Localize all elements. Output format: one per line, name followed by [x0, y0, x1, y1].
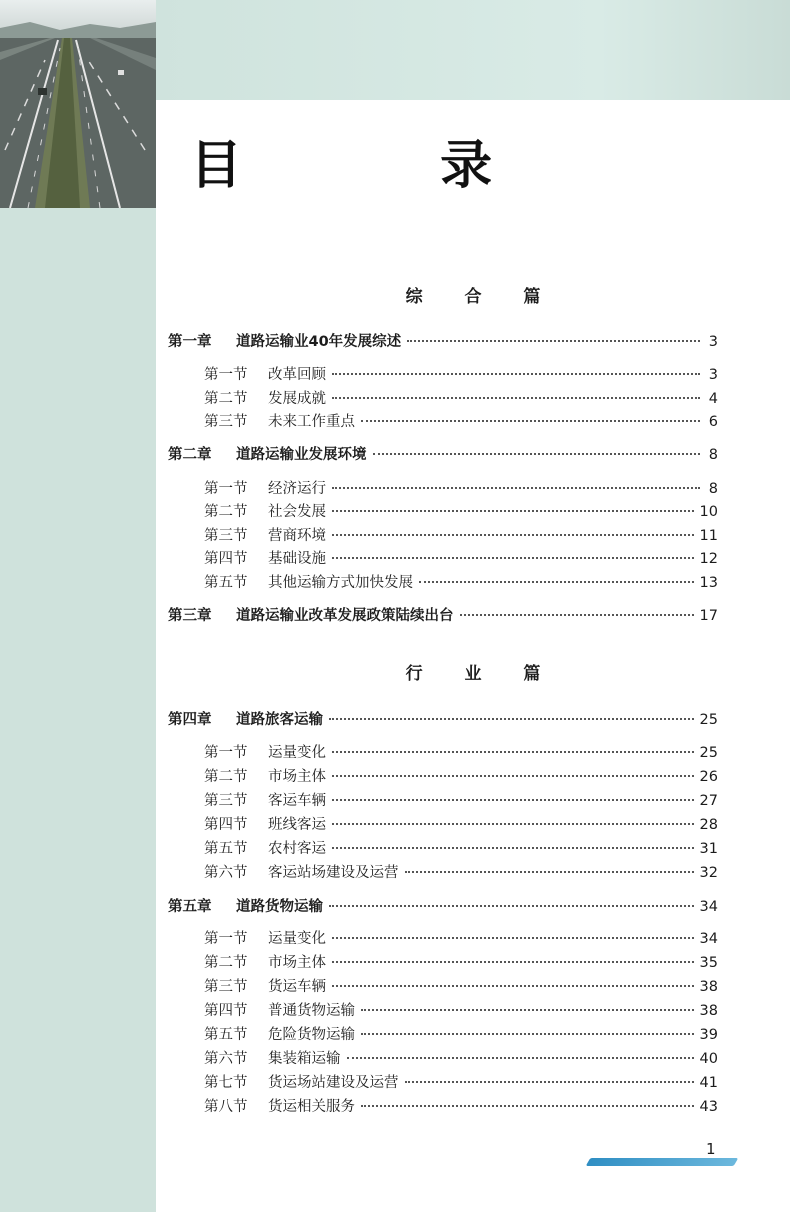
page-title: 目 录	[190, 136, 583, 196]
page-ref: 3	[708, 334, 718, 350]
toc-section-2-3[interactable]	[204, 527, 718, 545]
page-ref: 3	[708, 367, 718, 383]
section-title: 基础设施	[268, 551, 326, 567]
section-title: 普通货物运输	[268, 1003, 355, 1019]
dot-leader	[332, 510, 694, 512]
toc-chapter-4[interactable]	[168, 711, 718, 729]
section-title: 营商环境	[268, 528, 326, 544]
toc-section-4-6[interactable]	[204, 864, 718, 882]
section-number: 第五节	[204, 841, 248, 857]
dot-leader	[419, 581, 694, 583]
dot-leader	[332, 534, 694, 536]
chapter-number: 第三章	[168, 608, 212, 624]
toc-section-1-3[interactable]	[204, 413, 718, 431]
toc-chapter-1[interactable]	[168, 333, 718, 351]
chapter-number: 第二章	[168, 447, 212, 463]
dot-leader	[332, 799, 694, 801]
section-number: 第三节	[204, 528, 248, 544]
page-ref: 10	[699, 504, 718, 520]
page-ref: 11	[699, 528, 718, 544]
section-title: 未来工作重点	[268, 414, 355, 430]
dot-leader	[332, 985, 694, 987]
toc-section-5-6[interactable]	[204, 1050, 718, 1068]
section-title: 农村客运	[268, 841, 326, 857]
page-accent-bar	[586, 1158, 739, 1166]
section-title: 发展成就	[268, 391, 326, 407]
page-ref: 38	[699, 1003, 718, 1019]
section-number: 第一节	[204, 931, 248, 947]
page-ref: 35	[699, 955, 718, 971]
page-ref: 8	[708, 481, 718, 497]
page-ref: 32	[699, 865, 718, 881]
dot-leader	[329, 718, 694, 720]
dot-leader	[347, 1057, 694, 1059]
chapter-number: 第一章	[168, 334, 212, 350]
section-title: 其他运输方式加快发展	[268, 575, 413, 591]
dot-leader	[329, 905, 694, 907]
section-title: 集装箱运输	[268, 1051, 341, 1067]
toc-section-2-2[interactable]	[204, 503, 718, 521]
chapter-title: 道路旅客运输	[236, 712, 323, 728]
toc-chapter-5[interactable]	[168, 898, 718, 916]
section-title: 经济运行	[268, 481, 326, 497]
section-title-industry: 行 业 篇	[405, 664, 559, 684]
toc-section-2-4[interactable]	[204, 550, 718, 568]
dot-leader	[407, 340, 700, 342]
page-number: 1	[706, 1140, 716, 1158]
section-number: 第二节	[204, 769, 248, 785]
section-number: 第五节	[204, 1027, 248, 1043]
dot-leader	[332, 823, 694, 825]
toc-section-5-7[interactable]	[204, 1074, 718, 1092]
dot-leader	[361, 420, 700, 422]
page-ref: 25	[699, 712, 718, 728]
dot-leader	[361, 1105, 694, 1107]
section-title: 市场主体	[268, 955, 326, 971]
chapter-title: 道路运输业40年发展综述	[236, 334, 402, 350]
toc-section-5-2[interactable]	[204, 954, 718, 972]
page-ref: 17	[699, 608, 718, 624]
section-title: 社会发展	[268, 504, 326, 520]
dot-leader	[332, 487, 700, 489]
section-number: 第二节	[204, 504, 248, 520]
section-number: 第六节	[204, 865, 248, 881]
dot-leader	[332, 373, 700, 375]
section-title: 改革回顾	[268, 367, 326, 383]
dot-leader	[332, 847, 694, 849]
dot-leader	[460, 614, 694, 616]
page-ref: 31	[699, 841, 718, 857]
page-ref: 8	[708, 447, 718, 463]
page-ref: 41	[699, 1075, 718, 1091]
section-title: 货运场站建设及运营	[268, 1075, 399, 1091]
toc-chapter-2[interactable]	[168, 446, 718, 464]
toc-section-1-2[interactable]	[204, 390, 718, 408]
page-ref: 13	[699, 575, 718, 591]
page-ref: 6	[708, 414, 718, 430]
section-number: 第七节	[204, 1075, 248, 1091]
section-number: 第二节	[204, 955, 248, 971]
toc-chapter-3[interactable]	[168, 607, 718, 625]
toc-section-2-5[interactable]	[204, 574, 718, 592]
highway-photo	[0, 0, 156, 208]
section-title: 运量变化	[268, 931, 326, 947]
toc-section-4-3[interactable]	[204, 792, 718, 810]
chapter-title: 道路运输业改革发展政策陆续出台	[236, 608, 454, 624]
toc-section-5-8[interactable]	[204, 1098, 718, 1116]
chapter-number: 第五章	[168, 899, 212, 915]
page-ref: 25	[699, 745, 718, 761]
page-ref: 26	[699, 769, 718, 785]
section-title: 市场主体	[268, 769, 326, 785]
dot-leader	[332, 937, 694, 939]
section-number: 第一节	[204, 367, 248, 383]
section-number: 第一节	[204, 745, 248, 761]
toc-section-4-5[interactable]	[204, 840, 718, 858]
dot-leader	[361, 1009, 694, 1011]
section-title: 货运车辆	[268, 979, 326, 995]
toc-section-5-1[interactable]	[204, 930, 718, 948]
section-number: 第四节	[204, 551, 248, 567]
section-number: 第八节	[204, 1099, 248, 1115]
section-title: 危险货物运输	[268, 1027, 355, 1043]
dot-leader	[332, 397, 700, 399]
page-ref: 34	[699, 931, 718, 947]
page-ref: 27	[699, 793, 718, 809]
section-number: 第一节	[204, 481, 248, 497]
page-ref: 34	[699, 899, 718, 915]
dot-leader	[332, 751, 694, 753]
dot-leader	[405, 871, 694, 873]
chapter-number: 第四章	[168, 712, 212, 728]
page-ref: 39	[699, 1027, 718, 1043]
section-number: 第三节	[204, 414, 248, 430]
dot-leader	[361, 1033, 694, 1035]
section-title: 运量变化	[268, 745, 326, 761]
section-number: 第四节	[204, 1003, 248, 1019]
dot-leader	[332, 961, 694, 963]
toc-section-4-2[interactable]	[204, 768, 718, 786]
dot-leader	[332, 557, 694, 559]
toc-section-5-3[interactable]	[204, 978, 718, 996]
section-title: 班线客运	[268, 817, 326, 833]
toc-section-4-1[interactable]	[204, 744, 718, 762]
page-ref: 43	[699, 1099, 718, 1115]
page-ref: 12	[699, 551, 718, 567]
section-title-comprehensive: 综 合 篇	[405, 287, 559, 307]
section-number: 第六节	[204, 1051, 248, 1067]
toc-section-2-1[interactable]	[204, 480, 718, 498]
page-ref: 40	[699, 1051, 718, 1067]
chapter-title: 道路运输业发展环境	[236, 447, 367, 463]
section-title: 客运站场建设及运营	[268, 865, 399, 881]
dot-leader	[405, 1081, 694, 1083]
chapter-title: 道路货物运输	[236, 899, 323, 915]
section-number: 第五节	[204, 575, 248, 591]
section-title: 客运车辆	[268, 793, 326, 809]
toc-section-5-4[interactable]	[204, 1002, 718, 1020]
page-ref: 38	[699, 979, 718, 995]
section-title: 货运相关服务	[268, 1099, 355, 1115]
page-ref: 28	[699, 817, 718, 833]
toc-section-4-4[interactable]	[204, 816, 718, 834]
section-number: 第四节	[204, 817, 248, 833]
top-decorative-band	[156, 0, 790, 100]
dot-leader	[373, 453, 701, 455]
section-number: 第三节	[204, 979, 248, 995]
toc-section-1-1[interactable]	[204, 366, 718, 384]
section-number: 第三节	[204, 793, 248, 809]
section-number: 第二节	[204, 391, 248, 407]
page-ref: 4	[708, 391, 718, 407]
toc-section-5-5[interactable]	[204, 1026, 718, 1044]
dot-leader	[332, 775, 694, 777]
